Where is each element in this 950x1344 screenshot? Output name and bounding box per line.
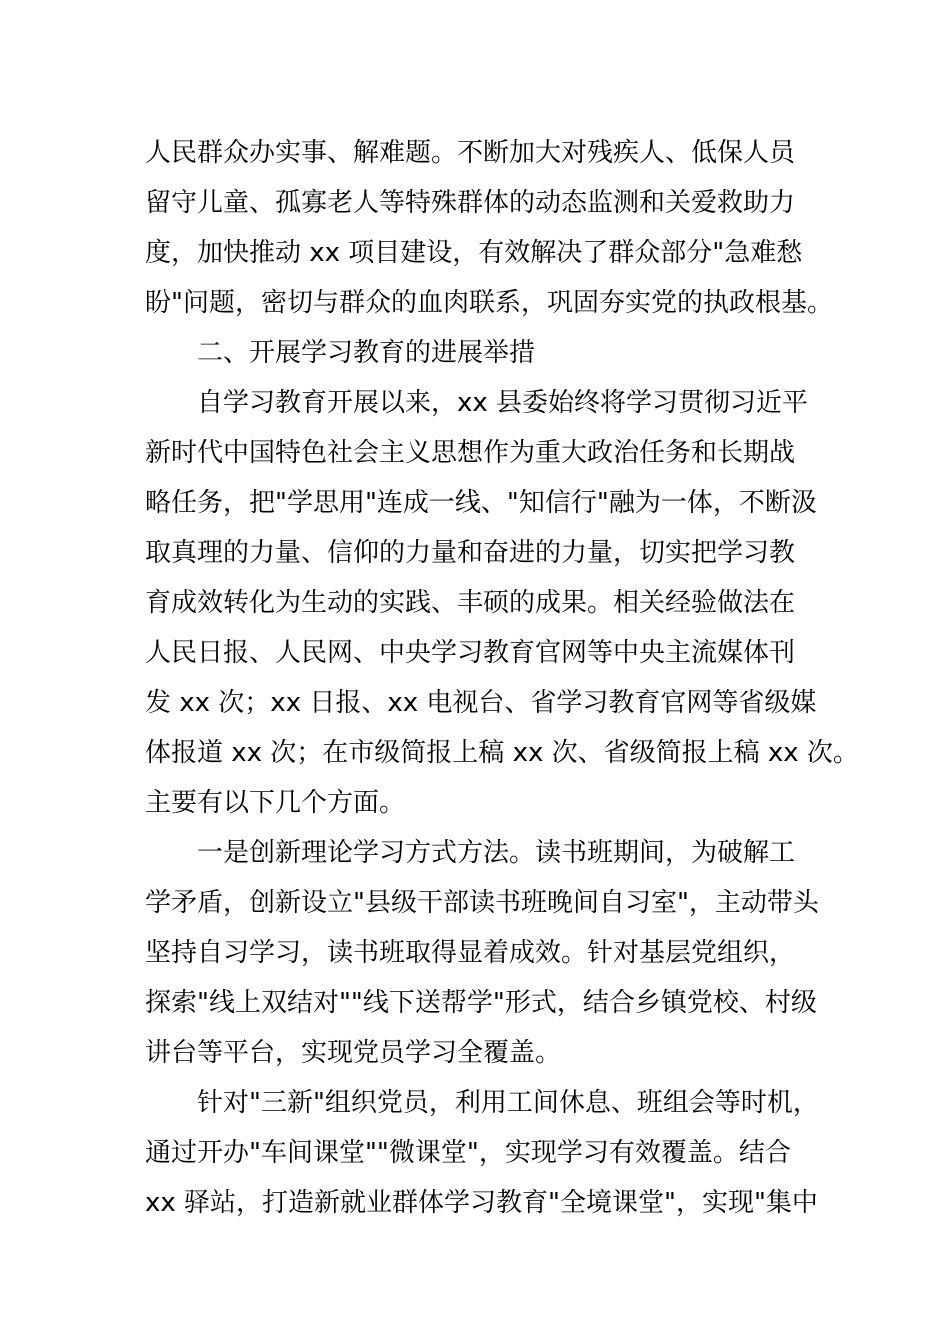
text-line: 学矛盾，创新设立"县级干部读书班晚间自习室"，主动带头 <box>145 888 819 918</box>
text-line: 探索"线上双结对""线下送帮学"形式，结合乡镇党校、村级 <box>145 988 817 1018</box>
text-line: 新时代中国特色社会主义思想作为重大政治任务和长期战 <box>145 438 796 468</box>
text-line: 坚持自习学习，读书班取得显着成效。针对基层党组织， <box>145 938 796 968</box>
text-line: 自学习教育开展以来，xx 县委始终将学习贯彻习近平 <box>197 388 809 418</box>
text-line: 一是创新理论学习方式方法。读书班期间，为破解工 <box>197 838 796 868</box>
text-line: 发 xx 次；xx 日报、xx 电视台、省学习教育官网等省级媒 <box>145 688 817 718</box>
text-line: xx 驿站，打造新就业群体学习教育"全境课堂"，实现"集中 <box>145 1188 818 1218</box>
text-line: 取真理的力量、信仰的力量和奋进的力量，切实把学习教 <box>145 538 796 568</box>
text-line: 讲台等平台，实现党员学习全覆盖。 <box>145 1038 562 1068</box>
text-line: 体报道 xx 次；在市级简报上稿 xx 次、省级简报上稿 xx 次。 <box>145 738 859 768</box>
document-body <box>145 128 859 1228</box>
text-line: 度，加快推动 xx 项目建设，有效解决了群众部分"急难愁 <box>145 238 803 268</box>
text-line: 人民日报、人民网、中央学习教育官网等中央主流媒体刊 <box>145 638 796 668</box>
text-line: 育成效转化为生动的实践、丰硕的成果。相关经验做法在 <box>145 588 796 618</box>
text-line: 略任务，把"学思用"连成一线、"知信行"融为一体，不断汲 <box>145 488 817 518</box>
text-line: 人民群众办实事、解难题。不断加大对残疾人、低保人员 <box>145 138 796 168</box>
text-line: 通过开办"车间课堂""微课堂"，实现学习有效覆盖。结合 <box>145 1138 791 1168</box>
text-line: 盼"问题，密切与群众的血肉联系，巩固夯实党的执政根基。 <box>145 288 833 318</box>
section-heading: 二、开展学习教育的进展举措 <box>197 338 536 368</box>
text-line: 针对"三新"组织党员，利用工间休息、班组会等时机， <box>197 1088 819 1118</box>
text-line: 留守儿童、孤寡老人等特殊群体的动态监测和关爱救助力 <box>145 188 796 218</box>
text-line: 主要有以下几个方面。 <box>145 788 406 818</box>
